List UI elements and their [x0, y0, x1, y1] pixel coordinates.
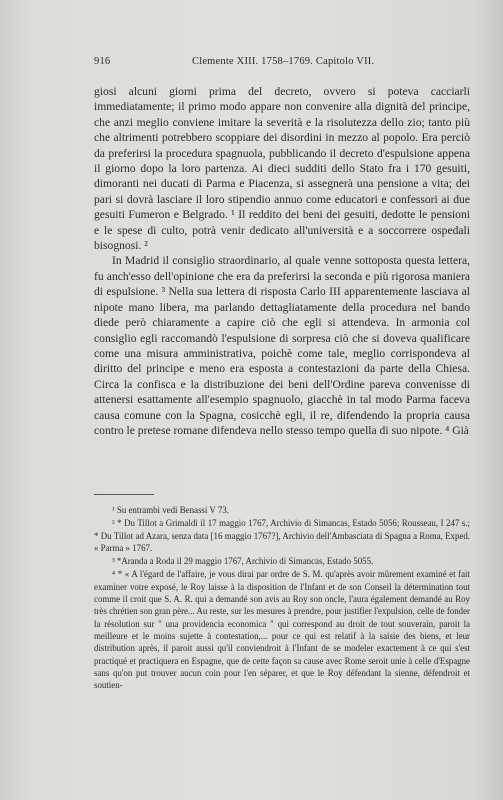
- footnotes: [94, 504, 470, 692]
- paragraph: In Madrid il consiglio straordinario, al quale venne sottoposta questa lettera, fu anch'esso dell'opinione che era da preferirsi la seconda e più rigorosa maniera di espulsione. ³ Nella sua lettera di risposta Carlo III apparentemente lasciava al nipote mano libera, ma parlando dettagliatamente della procedura nel bando diede però chiaramente a capire ciò che egli si attendeva. In armonia col consiglio egli raccomandò l'espulsione di sorpresa ciò che si doveva qualificare come una misura amministrativa, poichè come tale, meglio corrispondeva al diritto del principe e meno era esposta a contestazioni da parte della Chiesa. Circa la confisca e la distribuzione dei beni dell'Ordine pareva convenisse di attenersi esattamente all'esempio spagnuolo, giacchè in tal modo Parma faceva causa comune con la Spagna, cosicchè egli, il re, difendendo la propria causa contro le pretese romane difendeva nello stesso tempo quella di suo nipote. ⁴ Già: [94, 254, 470, 437]
- running-title: Clemente XIII. 1758–1769. Capitolo VII.: [192, 56, 375, 67]
- footnote: ² * Du Tillot a Grimaldi il 17 maggio 1767, Archivio di Simancas, Estado 5056; Rousseau, I 247 s.; * Du Tillot ad Azara, senza data [16 maggio 1767?], Archivio dell'Ambasciata di Spagna a Roma, Exped. « Parma » 1767.: [94, 518, 470, 553]
- page-number: 916: [94, 56, 111, 67]
- footnote: ⁴ * « A l'égard de l'affaire, je vous dirai par ordre de S. M. qu'après avoir mûrement examiné et fait examiner votre exposé, le Roy laisse à la disposition de l'Infant et de son Conseil la détermination tout comme il croit que S. A. R. qui a demandé son avis au Roy son oncle, l'aura également demandé au Roy très chrétien son gran père... Au reste, sur les mesures à prendre, pour justifier l'expulsion, celle de fonder la résolution sur " una providencia economica " qui correspond au droit de tout souverain, paroit la meilleure et le moins sujette à contestation,... pour ce qui est relatif à la saisie des biens, et leur distribution après, il paroit aussi qu'il conviendroit à l'Infant de se modeler exactement à ce qui s'est practiqué et practiquera en Espagne, que de cette façon sa cause avec Rome seroit unie à celle d'Espagne sans qu'on put trouver aucun coin pour l'en séparer, et que le Roy défendant la sienne, défendroit et soutien-: [94, 569, 470, 691]
- footnote-divider: [94, 494, 154, 495]
- footnote: ¹ Su entrambi vedi Benassi V 73.: [112, 505, 229, 515]
- paragraph: giosi alcuni giorni prima del decreto, ovvero si poteva cacciarli immediatamente; il primo modo appare non convenire alla dignità del principe, che anzi meglio conviene imitare la severità e la risolutezza dello zio; tanto più che altrimenti potrebbero scoppiare dei disordini in mezzo al popolo. Era perciò da preferirsi la procedura spagnuola, pubblicando il decreto d'espulsione appena il giorno dopo la loro partenza. Ai dieci sudditi dello Stato fra i 170 gesuiti, dimoranti nei ducati di Parma e Piacenza, si assegnerà una pensione a vita; dei pari si dovrà lasciare il loro stipendio annuo come educatori e confessori ai due gesuiti Fumeron e Belgrado. ¹ Il reddito dei beni dei gesuiti, dedotte le pensioni e le spese di culto, potrà venir dedicato all'università e a soccorrere ospedali bisognosi. ²: [94, 85, 470, 253]
- main-text: [94, 84, 470, 438]
- footnote: ³ *Aranda a Roda il 29 maggio 1767, Archivio di Simancas, Estado 5055.: [112, 556, 374, 567]
